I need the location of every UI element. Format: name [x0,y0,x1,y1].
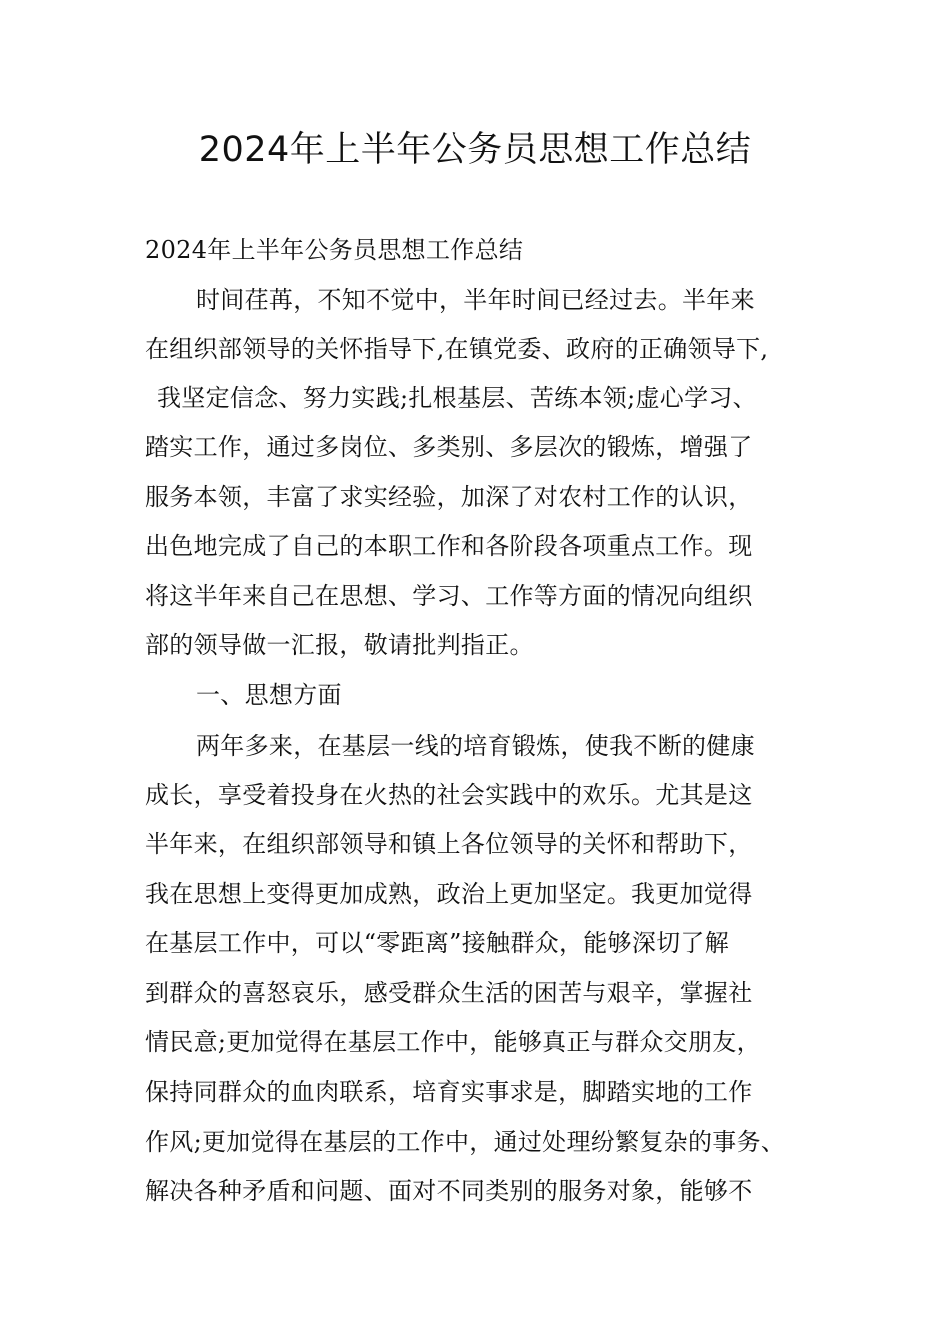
body-line: 作风;更加觉得在基层的工作中，通过处理纷繁复杂的事务、 [145,1128,786,1156]
body-line: 解决各种矛盾和问题、面对不同类别的服务对象，能够不 [145,1177,753,1205]
document-title: 2024年上半年公务员思想工作总结 [198,130,752,170]
body-line: 到群众的喜怒哀乐，感受群众生活的困苦与艰辛，掌握社 [145,979,753,1007]
body-line: 在基层工作中，可以“零距离”接触群众，能够深切了解 [145,929,730,957]
body-line: 成长，享受着投身在火热的社会实践中的欢乐。尤其是这 [145,781,753,809]
body-line: 我在思想上变得更加成熟，政治上更加坚定。我更加觉得 [145,880,753,908]
body-line: 在组织部领导的关怀指导下,在镇党委、政府的正确领导下, [145,335,769,363]
body-line: 时间荏苒，不知不觉中，半年时间已经过去。半年来 [196,286,755,314]
body-line: 服务本领，丰富了求实经验，加深了对农村工作的认识， [145,483,753,511]
body-line: 踏实工作，通过多岗位、多类别、多层次的锻炼，增强了 [145,433,753,461]
body-line: 情民意;更加觉得在基层工作中，能够真正与群众交朋友， [145,1028,761,1056]
body-line: 半年来，在组织部领导和镇上各位领导的关怀和帮助下， [145,830,753,858]
subtitle-line: 2024年上半年公务员思想工作总结 [145,236,524,264]
body-line: 两年多来，在基层一线的培育锻炼，使我不断的健康 [196,732,755,760]
body-line: 保持同群众的血肉联系，培育实事求是，脚踏实地的工作 [145,1078,753,1106]
body-line: 部的领导做一汇报，敬请批判指正。 [145,631,534,659]
body-line: 出色地完成了自己的本职工作和各阶段各项重点工作。现 [145,532,753,560]
section-heading: 一、思想方面 [196,681,342,709]
body-line: 我坚定信念、努力实践;扎根基层、苦练本领;虚心学习、 [157,384,757,412]
body-line: 将这半年来自己在思想、学习、工作等方面的情况向组织 [145,582,753,610]
